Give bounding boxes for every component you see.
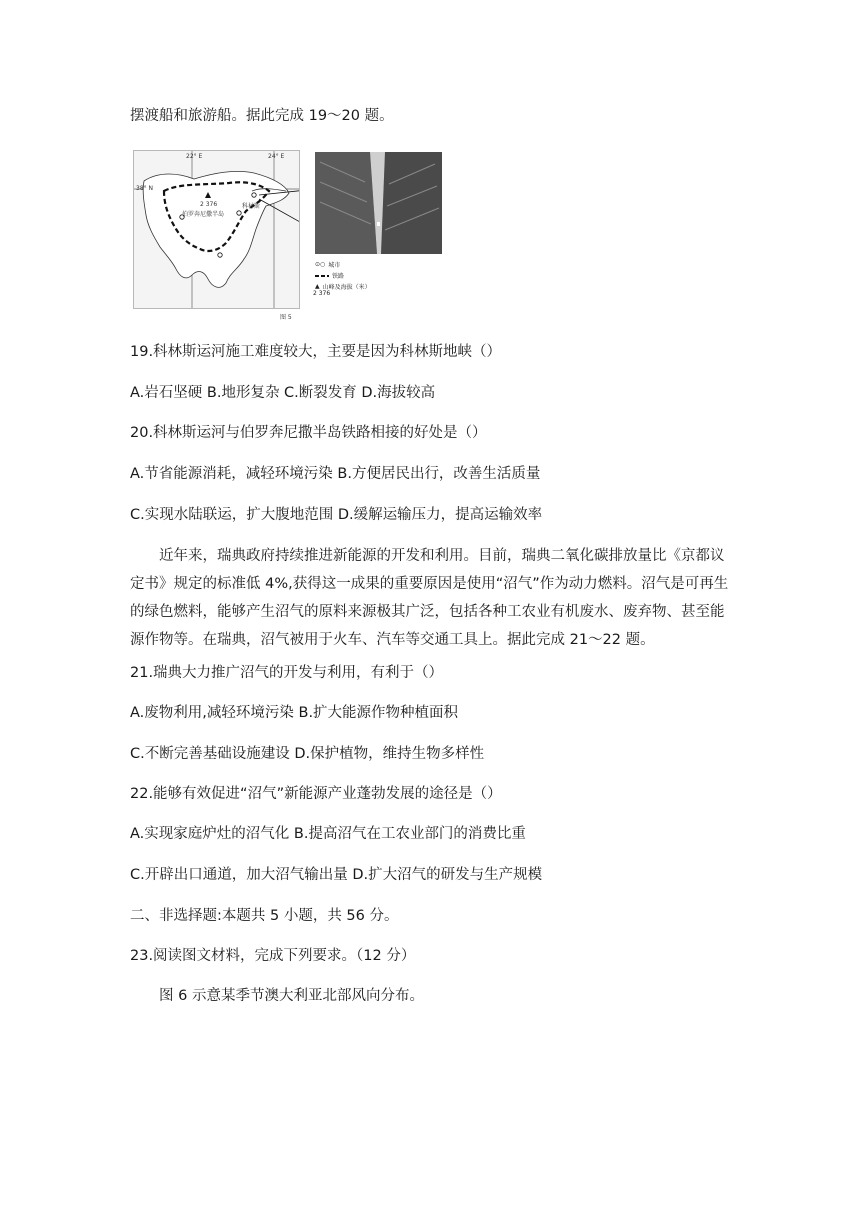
lat-label-38: 38° N [136,185,154,192]
q22-options-2: C.开辟出口通道，加大沼气输出量 D.扩大沼气的研发与生产规模 [130,867,543,883]
legend-city-label: 城市 [328,262,341,269]
q21-options-1: A.废物利用,减轻环境污染 B.扩大能源作物种植面积 [130,705,459,721]
section-2-heading: 二、非选择题:本题共 5 小题，共 56 分。 [130,908,399,924]
q22-options-1: A.实现家庭炉灶的沼气化 B.提高沼气在工农业部门的消费比重 [130,826,526,842]
q20-options-2: C.实现水陆联运，扩大腹地范围 D.缓解运输压力，提高运输效率 [130,507,543,523]
city-label-corinth: 科林斯 [242,203,261,210]
peak-value-label: 2 376 [200,201,218,208]
q19-options: A.岩石坚硬 B.地形复杂 C.断裂发育 D.海拔较高 [130,385,436,401]
q21-options-2: C.不断完善基础设施建设 D.保护植物，维持生物多样性 [130,746,485,762]
city-symbol-icon: ⊙○ [315,261,326,268]
q20-options-1: A.节省能源消耗，减轻环境污染 B.方便居民出行，改善生活质量 [130,466,541,482]
legend-peak-label: 山峰及海拔（米） [322,284,371,291]
canal-photo [315,152,442,254]
figure-caption: 图 5 [280,314,292,321]
legend-railway [315,271,344,280]
legend-peak-value-label: 2 376 [313,290,331,297]
figure-5 [133,150,445,320]
q23-sub: 图 6 示意某季节澳大利亚北部风向分布。 [159,988,424,1004]
q22-stem: 22.能够有效促进“沼气”新能源产业蓬勃发展的途径是（） [130,786,502,802]
q21-stem: 21.瑞典大力推广沼气的开发与利用，有利于（） [130,665,444,681]
peninsula-label: 伯罗奔尼撒半岛 [182,211,225,218]
corinth-map [133,150,300,309]
legend-peak-value [313,290,330,297]
lon-label-22: 22° E [186,153,203,160]
intro-tail-text: 摆渡船和旅游船。据此完成 19～20 题。 [130,108,394,124]
railway-symbol-icon [315,274,329,278]
legend-railway-label: 铁路 [332,273,345,280]
q23-stem: 23.阅读图文材料，完成下列要求。（12 分） [130,948,416,964]
legend-city [315,260,340,269]
passage-21-22: 近年来，瑞典政府持续推进新能源的开发和利用。目前，瑞典二氧化碳排放量比《京都议定书》规定的标准低 4%,获得这一成果的重要原因是使用“沼气”作为动力燃料。沼气是可再生的绿色燃料，能够产生沼气的原料来源极其广泛，包括各种工农业有机废水、废弃物、甚至能源作物等。在瑞典，沼气被用于火车、汽车等交通工具上。据此完成 21～22 题。 [130,548,729,648]
lon-label-24: 24° E [268,153,285,160]
q19-stem: 19.科林斯运河施工难度较大，主要是因为科林斯地峡（） [130,344,502,360]
peak-symbol-icon: ▲ [315,283,320,290]
q20-stem: 20.科林斯运河与伯罗奔尼撒半岛铁路相接的好处是（） [130,425,487,441]
